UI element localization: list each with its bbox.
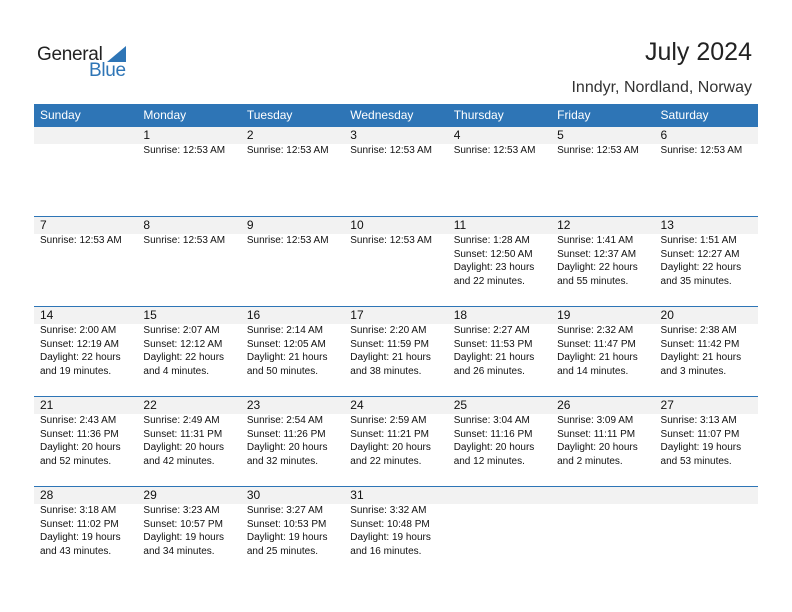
sunrise-text: Sunrise: 2:32 AM [557,325,634,336]
day-cell [551,397,654,481]
day-number: 25 [453,398,468,412]
day-cell [448,487,551,571]
weekday-sunday: Sunday [40,108,81,122]
day-number: 26 [557,398,571,412]
sunset-text: Sunset: 11:16 PM [453,428,533,440]
day-cell [344,127,447,211]
sunset-text: Sunset: 10:57 PM [143,518,223,530]
day-cell [241,307,344,391]
logo [37,42,137,82]
daylight-text: Daylight: 20 hours [350,442,431,453]
sunrise-text: Sunrise: 3:13 AM [660,415,737,426]
logo-general-text: General [37,44,103,65]
daylight-minutes-text: and 4 minutes. [143,365,210,377]
sunset-text: Sunset: 12:05 AM [246,338,326,350]
sunrise-text: Sunrise: 2:38 AM [660,325,737,336]
day-cell [448,127,551,211]
day-cell [655,487,758,571]
day-cell [34,307,137,391]
day-cell [34,127,137,211]
sunrise-text: Sunrise: 12:53 AM [660,145,743,156]
daylight-text: Daylight: 20 hours [557,442,638,453]
daylight-minutes-text: and 3 minutes. [660,365,727,377]
sunrise-text: Sunrise: 12:53 AM [246,235,329,246]
day-number: 9 [246,218,254,232]
day-number [557,487,654,504]
daylight-text: Daylight: 22 hours [660,262,742,273]
day-cell [137,307,240,391]
day-number: 28 [40,488,54,502]
day-number: 2 [246,128,254,142]
sunset-text: Sunset: 11:36 PM [40,428,119,440]
day-number: 6 [660,128,668,142]
daylight-text: Daylight: 22 hours [557,262,638,273]
daylight-text: Daylight: 21 hours [660,352,742,363]
daylight-minutes-text: and 53 minutes. [660,455,732,467]
sunset-text: Sunset: 11:11 PM [557,428,636,440]
daylight-minutes-text: and 22 minutes. [350,455,422,467]
sunrise-text: Sunrise: 2:14 AM [246,325,323,336]
daylight-minutes-text: and 52 minutes. [40,455,112,467]
day-number: 3 [350,128,357,142]
day-number: 24 [350,398,364,412]
daylight-minutes-text: and 12 minutes. [453,455,525,467]
daylight-minutes-text: and 26 minutes. [453,365,525,377]
sunset-text: Sunset: 10:53 PM [246,518,327,530]
daylight-text: Daylight: 20 hours [453,442,535,453]
day-number: 16 [246,308,261,322]
day-cell [655,307,758,391]
day-number: 11 [453,218,467,232]
sunset-text: Sunset: 11:02 PM [40,518,119,530]
daylight-text: Daylight: 21 hours [557,352,638,363]
day-cell [241,487,344,571]
daylight-minutes-text: and 50 minutes. [246,365,319,377]
sunset-text: Sunset: 11:26 PM [246,428,326,440]
day-number: 4 [453,128,461,142]
daylight-minutes-text: and 22 minutes. [453,275,525,287]
daylight-text: Daylight: 19 hours [143,532,225,543]
sunset-text: Sunset: 11:59 PM [350,338,430,350]
daylight-text: Daylight: 20 hours [143,442,225,453]
daylight-minutes-text: and 34 minutes. [143,545,215,557]
day-cell [34,397,137,481]
day-cell [344,217,447,301]
sunrise-text: Sunrise: 3:04 AM [453,415,530,426]
sunrise-text: Sunrise: 2:59 AM [350,415,427,426]
day-cell [448,307,551,391]
daylight-text: Daylight: 22 hours [143,352,225,363]
sunrise-text: Sunrise: 12:53 AM [557,145,639,156]
day-cell [137,217,240,301]
day-cell [241,217,344,301]
day-number [454,487,551,504]
sunset-text: Sunset: 11:07 PM [660,428,740,440]
sunrise-text: Sunrise: 12:53 AM [350,145,432,156]
sunrise-text: Sunrise: 1:28 AM [453,235,530,246]
day-cell [344,397,447,481]
calendar-week [34,486,758,571]
day-number: 14 [40,308,54,322]
sunrise-text: Sunrise: 3:27 AM [246,505,323,516]
daylight-minutes-text: and 16 minutes. [350,545,422,557]
day-number: 27 [660,398,674,412]
calendar-week [34,396,758,481]
day-cell [137,127,240,211]
daylight-text: Daylight: 21 hours [350,352,431,363]
day-cell [344,307,447,391]
day-number: 29 [143,488,157,502]
day-cell [137,487,240,571]
daylight-text: Daylight: 19 hours [40,532,121,543]
day-number: 1 [143,128,151,142]
sunset-text: Sunset: 12:12 AM [143,338,223,350]
day-cell [241,127,344,211]
day-number: 22 [143,398,157,412]
day-cell [241,397,344,481]
day-number: 23 [246,398,261,412]
daylight-text: Daylight: 22 hours [40,352,121,363]
weekday-tuesday: Tuesday [246,108,293,122]
day-cell [551,487,654,571]
daylight-text: Daylight: 21 hours [453,352,535,363]
sunrise-text: Sunrise: 2:07 AM [143,325,220,336]
day-number [661,487,758,504]
sunset-text: Sunset: 11:21 PM [350,428,430,440]
daylight-text: Daylight: 21 hours [246,352,328,363]
daylight-text: Daylight: 19 hours [350,532,431,543]
sunrise-text: Sunrise: 1:51 AM [660,235,737,246]
sunrise-text: Sunrise: 1:41 AM [557,235,634,246]
daylight-minutes-text: and 14 minutes. [557,365,629,377]
sunrise-text: Sunrise: 2:27 AM [453,325,530,336]
sunset-text: Sunset: 10:48 PM [350,518,430,530]
daylight-text: Daylight: 23 hours [453,262,535,273]
sunrise-text: Sunrise: 3:23 AM [143,505,220,516]
day-number: 13 [660,218,674,232]
daylight-text: Daylight: 19 hours [660,442,742,453]
sunrise-text: Sunrise: 2:49 AM [143,415,220,426]
day-number: 30 [246,488,261,502]
daylight-minutes-text: and 32 minutes. [246,455,319,467]
day-number: 31 [350,488,364,502]
weekday-friday: Friday [557,108,591,122]
sunrise-text: Sunrise: 12:53 AM [350,235,432,246]
weekday-thursday: Thursday [453,108,504,122]
sunset-text: Sunset: 12:19 AM [40,338,119,350]
day-cell [137,397,240,481]
sunrise-text: Sunrise: 12:53 AM [40,235,122,246]
day-cell [34,487,137,571]
day-cell [344,487,447,571]
day-cell [655,127,758,211]
location-subtitle: Inndyr, Nordland, Norway [571,79,752,96]
sunset-text: Sunset: 11:31 PM [143,428,223,440]
day-number: 7 [40,218,47,232]
sunrise-text: Sunrise: 12:53 AM [143,145,226,156]
day-cell [448,217,551,301]
day-number: 20 [660,308,674,322]
day-number [40,127,137,144]
sunset-text: Sunset: 11:42 PM [660,338,740,350]
sunrise-text: Sunrise: 2:54 AM [246,415,323,426]
day-cell [551,127,654,211]
sunrise-text: Sunrise: 3:18 AM [40,505,117,516]
calendar-week [34,216,758,301]
day-number: 5 [557,128,564,142]
sunrise-text: Sunrise: 2:20 AM [350,325,427,336]
day-number: 21 [40,398,54,412]
day-number: 12 [557,218,571,232]
daylight-minutes-text: and 42 minutes. [143,455,215,467]
page-title: July 2024 [644,38,752,66]
daylight-minutes-text: and 25 minutes. [246,545,319,557]
calendar-week [34,126,758,211]
daylight-minutes-text: and 55 minutes. [557,275,629,287]
weekday-header [34,104,758,126]
calendar-week [34,306,758,391]
sunrise-text: Sunrise: 2:43 AM [40,415,117,426]
day-number: 8 [143,218,151,232]
day-cell [655,397,758,481]
sunset-text: Sunset: 12:37 AM [557,248,637,260]
weekday-monday: Monday [143,108,187,122]
sunrise-text: Sunrise: 3:09 AM [557,415,634,426]
day-number: 15 [143,308,157,322]
sunset-text: Sunset: 12:27 AM [660,248,740,260]
day-number: 17 [350,308,364,322]
sunrise-text: Sunrise: 12:53 AM [143,235,226,246]
daylight-text: Daylight: 20 hours [40,442,121,453]
sunrise-text: Sunrise: 12:53 AM [246,145,329,156]
sunrise-text: Sunrise: 2:00 AM [40,325,117,336]
day-cell [448,397,551,481]
daylight-minutes-text: and 43 minutes. [40,545,112,557]
day-number: 10 [350,218,364,232]
daylight-minutes-text: and 19 minutes. [40,365,112,377]
sunset-text: Sunset: 11:53 PM [453,338,533,350]
daylight-minutes-text: and 35 minutes. [660,275,732,287]
day-number: 19 [557,308,571,322]
sunrise-text: Sunrise: 3:32 AM [350,505,427,516]
daylight-minutes-text: and 38 minutes. [350,365,422,377]
daylight-text: Daylight: 20 hours [246,442,328,453]
sunset-text: Sunset: 11:47 PM [557,338,636,350]
daylight-text: Daylight: 19 hours [246,532,328,543]
daylight-minutes-text: and 2 minutes. [557,455,623,467]
day-cell [34,217,137,301]
sunrise-text: Sunrise: 12:53 AM [453,145,536,156]
logo-blue-text: Blue [89,60,126,81]
sunset-text: Sunset: 12:50 AM [453,248,533,260]
day-cell [551,307,654,391]
day-cell [551,217,654,301]
weekday-wednesday: Wednesday [350,108,414,122]
day-cell [655,217,758,301]
day-number: 18 [453,308,468,322]
weekday-saturday: Saturday [660,108,709,122]
